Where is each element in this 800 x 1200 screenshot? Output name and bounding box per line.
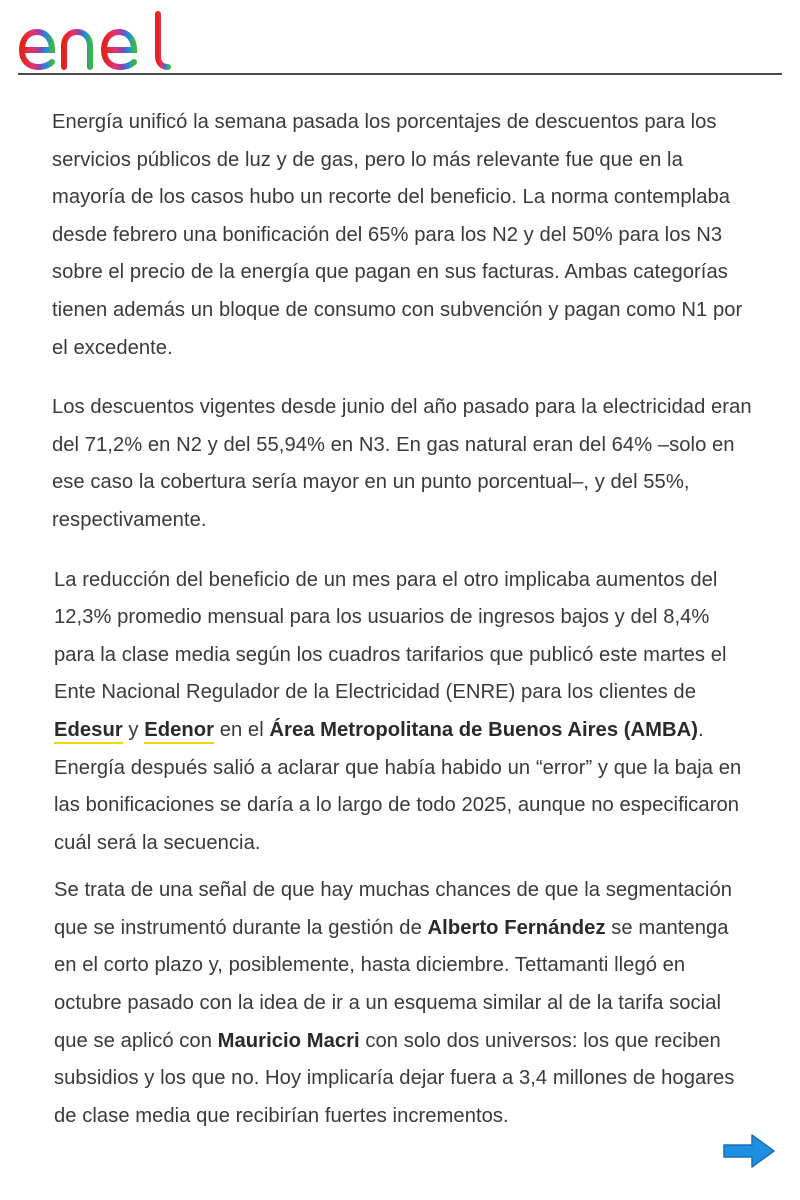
paragraph-4-text-3: con solo dos universos: los que reciben subsidios y los que no. Hoy implicaría dejar fuera a 3,4 millones de hogares de clase media que recibirían fuertes incrementos. xyxy=(54,1029,735,1127)
arrow-right-icon[interactable] xyxy=(722,1131,776,1171)
paragraph-3-text-4: . Energía después salió a aclarar que había habido un “error” y que la baja en las bonificaciones se daría a lo largo de todo 2025, aunque no especificaron cuál será la secuencia. xyxy=(54,718,742,854)
paragraph-4-text-1: Se trata de una señal de que hay muchas chances de que la segmentación que se instrumentó durante la gestión de xyxy=(54,879,732,939)
paragraph-4 xyxy=(54,872,752,1135)
edenor-link[interactable]: Edenor xyxy=(144,719,214,744)
site-header xyxy=(18,6,782,74)
paragraph-1: Energía unificó la semana pasada los porcentajes de descuentos para los servicios públicos de luz y de gas, pero lo más relevante fue que en la mayoría de los casos hubo un recorte del beneficio. La norma contemplaba desde febrero una bonificación del 65% para los N2 y del 50% para los N3 sobre el precio de la energía que pagan en sus facturas. Ambas categorías tienen además un bloque de consumo con subvención y pagan como N1 por el excedente. xyxy=(52,111,743,359)
enel-logo[interactable] xyxy=(18,10,173,70)
paragraph-2: Los descuentos vigentes desde junio del año pasado para la electricidad eran del 71,2% en N2 y del 55,94% en N3. En gas natural eran del 64% –solo en ese caso la cobertura sería mayor en un punto porcentual–, y del 55%, respectivamente. xyxy=(52,396,752,531)
amba-bold: Área Metropolitana de Buenos Aires (AMBA) xyxy=(269,718,699,741)
mauricio-macri-bold: Mauricio Macri xyxy=(217,1029,360,1052)
paragraph-3-text-3: en el xyxy=(214,718,270,741)
alberto-fernandez-bold: Alberto Fernández xyxy=(427,916,606,939)
article-body xyxy=(52,104,752,1135)
edesur-link[interactable]: Edesur xyxy=(54,719,123,744)
paragraph-3 xyxy=(54,562,752,863)
header-divider xyxy=(18,73,782,75)
paragraph-3-text-2: y xyxy=(122,718,145,741)
paragraph-4-text-2: se mantenga en el corto plazo y, posiblemente, hasta diciembre. Tettamanti llegó en octubre pasado con la idea de ir a un esquema similar al de la tarifa social que se aplicó con xyxy=(54,916,729,1052)
paragraph-3-text-1: La reducción del beneficio de un mes para el otro implicaba aumentos del 12,3% promedio mensual para los usuarios de ingresos bajos y del 8,4% para la clase media según los cuadros tarifarios que publicó este martes el Ente Nacional Regulador de la Electricidad (ENRE) para los clientes de xyxy=(54,568,727,704)
